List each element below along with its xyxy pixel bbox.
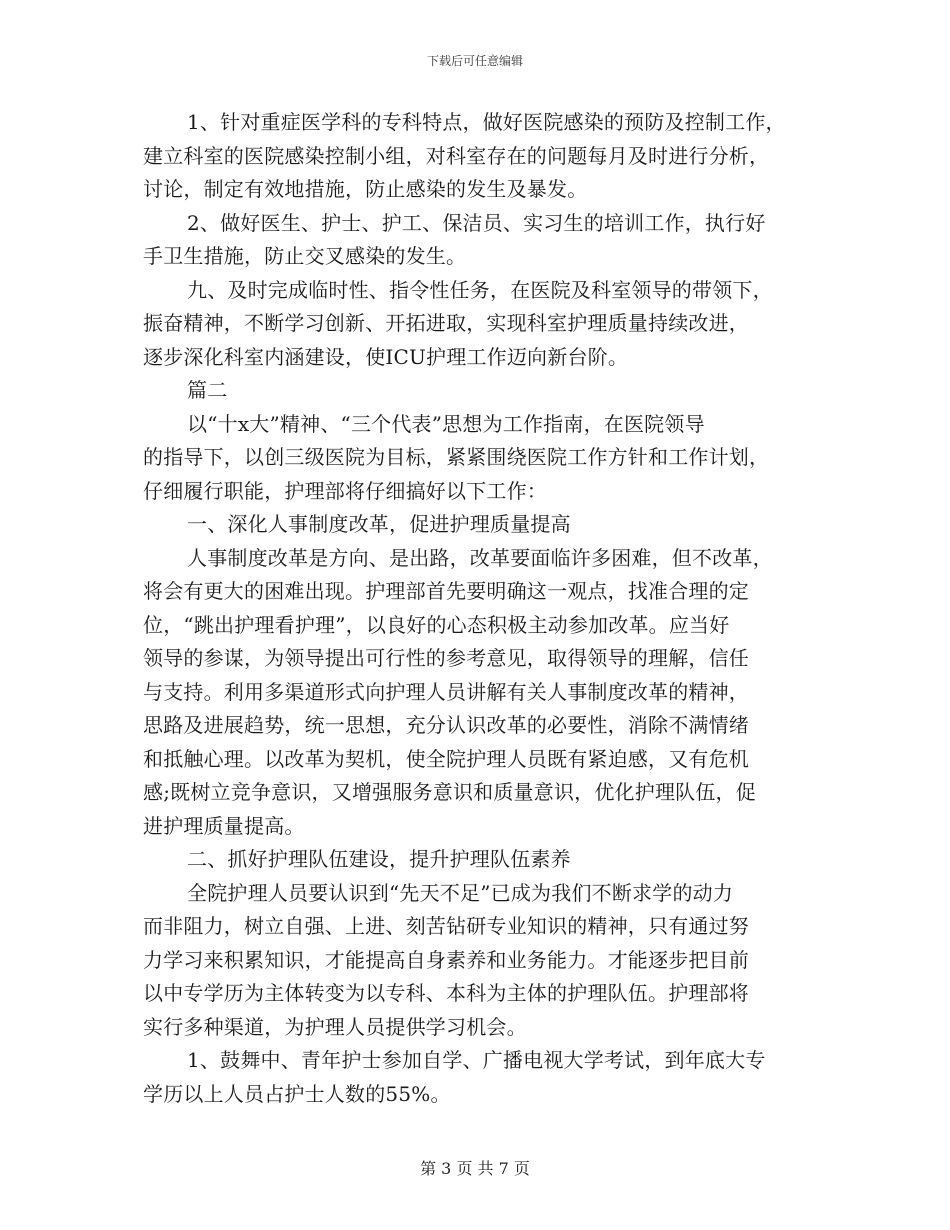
text-line: 逐步深化科室内涵建设，使ICU护理工作迈向新台阶。 [143, 344, 629, 369]
text-line: 进护理质量提高。 [143, 813, 305, 838]
text-line: 将会有更大的困难出现。护理部首先要明确这一观点，找准合理的定 [143, 579, 749, 603]
text-line: 与支持。利用多渠道形式向护理人员讲解有关人事制度改革的精神， [143, 679, 749, 704]
text-line: 感;既树立竞争意识，又增强服务意识和质量意识，优化护理队伍，促 [143, 780, 756, 804]
text-line: 手卫生措施，防止交叉感染的发生。 [143, 244, 467, 268]
text-line: 九、及时完成临时性、指令性任务，在医院及科室领导的带领下， [187, 277, 773, 302]
text-line: 一、深化人事制度改革，促进护理质量提高 [187, 512, 571, 536]
document-body [143, 106, 815, 1111]
text-line: 位，“跳出护理看护理”，以良好的心态积极主动参加改革。应当好 [143, 612, 730, 637]
text-line: 仔细履行职能，护理部将仔细搞好以下工作： [143, 478, 547, 503]
text-line: 篇二 [187, 378, 228, 402]
text-line: 领导的参谋，为领导提出可行性的参考意见，取得领导的理解，信任 [143, 646, 749, 670]
text-line: 人事制度改革是方向、是出路，改革要面临许多困难，但不改革， [187, 545, 773, 570]
text-line: 二、抓好护理队伍建设，提升护理队伍素养 [187, 847, 571, 871]
text-line: 全院护理人员要认识到“先天不足”已成为我们不断求学的动力 [187, 880, 734, 905]
text-line: 以“十x大”精神、“三个代表”思想为工作指南，在医院领导 [187, 411, 705, 436]
text-line: 2、做好医生、护士、护工、保洁员、实习生的培训工作，执行好 [187, 210, 766, 235]
text-line: 1、针对重症医学科的专科特点，做好医院感染的预防及控制工作， [187, 110, 786, 134]
text-line: 而非阻力，树立自强、上进、刻苦钻研专业知识的精神，只有通过努 [143, 914, 749, 938]
text-line: 和抵触心理。以改革为契机，使全院护理人员既有紧迫感，又有危机 [143, 746, 749, 771]
page-header: 下载后可任意编辑 [426, 54, 523, 68]
text-line: 力学习来积累知识，才能提高自身素养和业务能力。才能逐步把目前 [143, 947, 749, 972]
text-line: 的指导下，以创三级医院为目标，紧紧围绕医院工作方针和工作计划， [143, 445, 770, 469]
text-line: 1、鼓舞中、青年护士参加自学、广播电视大学考试，到年底大专 [187, 1048, 766, 1072]
text-line: 振奋精神，不断学习创新、开拓进取，实现科室护理质量持续改进， [143, 311, 749, 335]
text-line: 实行多种渠道，为护理人员提供学习机会。 [143, 1014, 527, 1039]
text-line: 讨论，制定有效地措施，防止感染的发生及暴发。 [143, 177, 588, 201]
text-line: 学历以上人员占护士人数的55%。 [143, 1081, 451, 1106]
text-line: 思路及进展趋势，统一思想，充分认识改革的必要性，消除不满情绪 [143, 713, 749, 737]
text-line: 建立科室的医院感染控制小组，对科室存在的问题每月及时进行分析， [143, 143, 770, 168]
page-number: 第 3 页 共 7 页 [420, 1159, 530, 1178]
text-line: 以中专学历为主体转变为以专科、本科为主体的护理队伍。护理部将 [143, 981, 749, 1005]
